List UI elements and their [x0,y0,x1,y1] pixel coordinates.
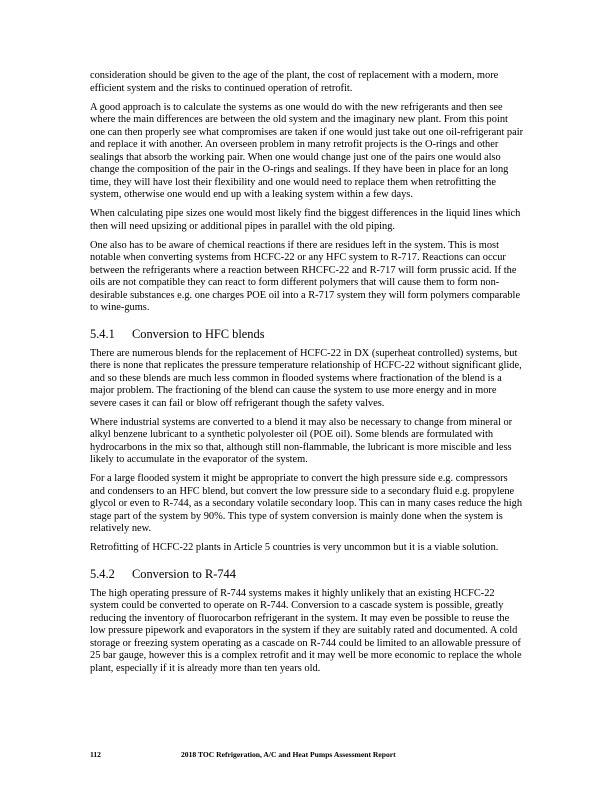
section-heading-5-4-2 [90,567,524,582]
body-paragraph: The high operating pressure of R-744 systems makes it highly unlikely that an existing HCFC-22 system could be converted to operate on R-744. Conversion to a cascade system is possible, greatly reducing the inventory of fluorocarbon refrigerant in the system. It may even be possible to reuse the low pressure pipework and evaporators in the system if they are suitably rated and documented. A cold storage or freezing system operating as a cascade on R-744 could be limited to an allowable pressure of 25 bar gauge, however this is a complex retrofit and it may well be more economic to replace the whole plant, especially if it is already more than ten years old. [90,587,522,674]
page-body [90,70,524,682]
body-paragraph: One also has to be aware of chemical reactions if there are residues left in the system. This is most notable when converting systems from HCFC-22 or any HFC system to R-717. Reactions can occur between the refrigerants where a reaction between RHCFC-22 and R-717 will form prussic acid. If the oils are not compatible they can react to form different polymers that will cause them to form non-desirable substances e.g. one charges POE oil into a R-717 system they will form polymers comparable to wine-gums. [90,239,521,313]
report-title: 2018 TOC Refrigeration, A/C and Heat Pumps Assessment Report [181,750,396,759]
body-paragraph: For a large flooded system it might be appropriate to convert the high pressure side e.g. compressors and condensers to an HFC blend, but convert the low pressure side to a secondary fluid e.g. propylene glycol or even to R-744, as a secondary volatile secondary loop. This can in many cases reduce the high stage part of the system by 90%. This type of system conversion is mainly done when the system is relatively new. [90,473,523,534]
page-number: 112 [90,750,101,759]
body-paragraph: Where industrial systems are converted to a blend it may also be necessary to change from mineral or alkyl benzene lubricant to a synthetic polyolester oil (POE oil). Some blends are formulated with hydrocarbons in the mix so that, although still non-flammable, the lubricant is more miscible and less likely to accumulate in the evaporator of the system. [90,416,513,465]
section-title: Conversion to HFC blends [132,326,265,341]
body-paragraph: Retrofitting of HCFC-22 plants in Article 5 countries is very uncommon but it is a viable solution. [90,542,499,553]
body-paragraph: There are numerous blends for the replacement of HCFC-22 in DX (superheat controlled) systems, but there is none that replicates the pressure temperature relationship of HCFC-22 without significant glide, and so these blends are much less common in flooded systems where fractionation of the blend is a major problem. The fractioning of the blend can cause the system to use more energy and in more severe cases it can fail or blow off refrigerant though the safety valves. [90,347,522,409]
body-paragraph: consideration should be given to the age of the plant, the cost of replacement with a modern, more efficient system and the risks to continued operation of retrofit. [90,70,499,94]
section-title: Conversion to R-744 [132,566,236,581]
section-number: 5.4.1 [90,326,115,341]
section-heading-5-4-1 [90,327,524,342]
section-number: 5.4.2 [90,566,115,581]
body-paragraph: A good approach is to calculate the systems as one would do with the new refrigerants and then see where the main differences are between the old system and the imaginary new plant. From this point one can then properly see what compromises are taken if one would just take out one oil-refrigerant pair and replace it with another. An overseen problem in many retrofit projects is the O-rings and other sealings that absorb the working pair. When one would change just one of the pairs one would also change the composition of the pair in the O-rings and sealings. If they have been in place for an long time, they will have lost their flexibility and one would need to replace them when retrofitting the system, otherwise one would end up with a leaking system within a few days. [90,101,524,200]
body-paragraph: When calculating pipe sizes one would most likely find the biggest differences in the liquid lines which then will need upsizing or additional pipes in parallel with the old piping. [90,208,521,232]
